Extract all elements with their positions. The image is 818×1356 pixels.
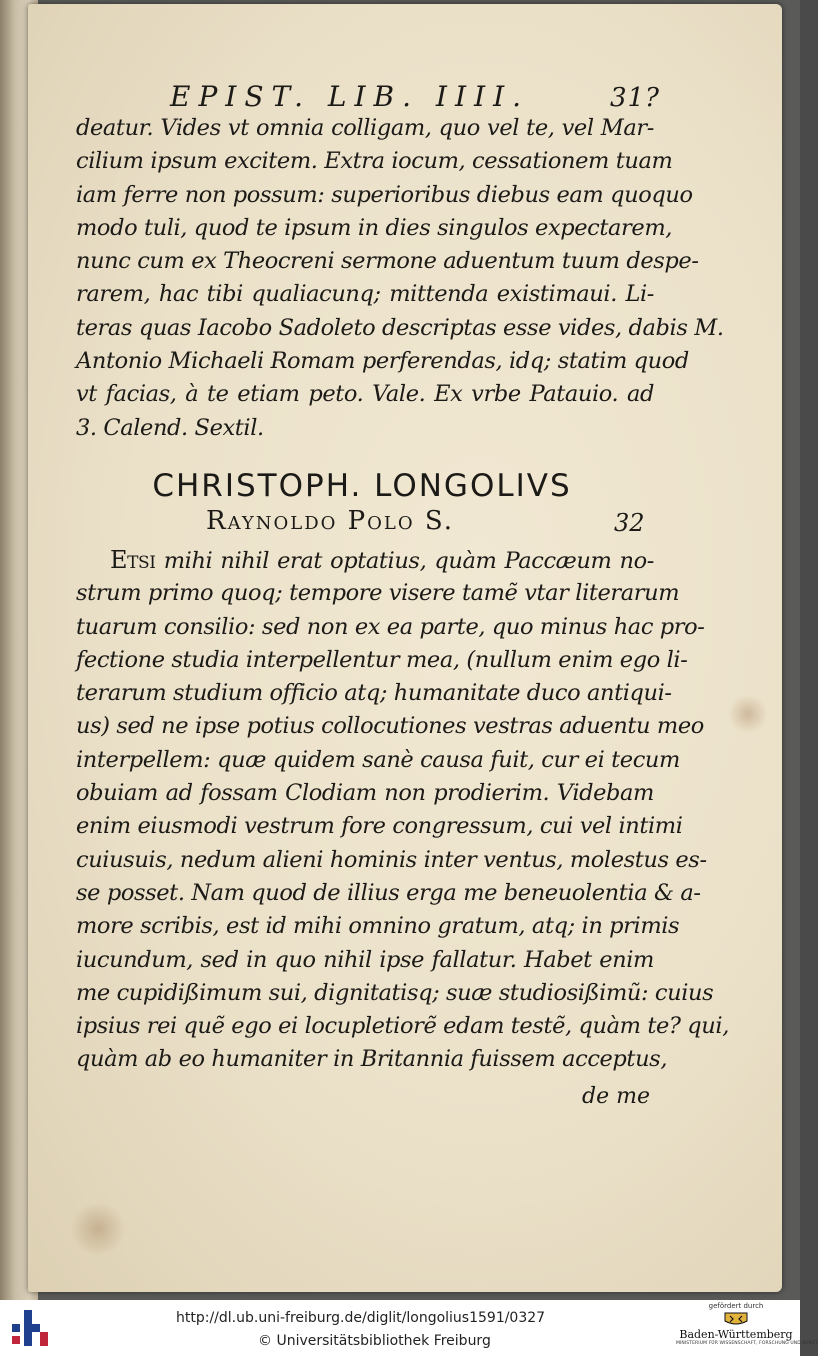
text-line: vt facias, à te etiam peto. Vale. Ex vrbe Patauio. ad <box>76 381 654 408</box>
permalink-url[interactable]: http://dl.ub.uni-freiburg.de/diglit/longolius1591/0327 <box>176 1310 546 1326</box>
text-line: se posset. Nam quod de illius erga me beneuolentia & a- <box>76 879 701 906</box>
page-stain <box>728 694 768 734</box>
text-line: teras quas Iacobo Sadoleto descriptas esse vides, dabis M. <box>76 314 724 341</box>
letter-number: 32 <box>614 509 645 537</box>
text-line: deatur. Vides vt omnia colligam, quo vel te, vel Mar- <box>76 115 654 141</box>
text-line: nunc cum ex Theocreni sermone aduentum tuum despe- <box>76 248 699 275</box>
letter-heading-author: CHRISTOPH. LONGOLIVS <box>152 468 572 504</box>
text-line: more scribis, est id mihi omnino gratum, atq; in primis <box>76 913 680 940</box>
text-line: me cupidißimum sui, dignitatisq; suæ studiosißimũ: cuius <box>76 979 714 1006</box>
text-line: cilium ipsum excitem. Extra iocum, cessationem tuam <box>76 148 673 175</box>
text-line: terarum studium officio atq; humanitate duco antiqui- <box>76 680 672 707</box>
catchword: de me <box>582 1084 650 1109</box>
text-line: 3. Calend. Sextil. <box>76 414 264 441</box>
letter-heading-recipient: Raynoldo Polo S. <box>206 506 455 536</box>
text-line-first <box>76 544 654 577</box>
text-line: us) sed ne ipse potius collocutiones vestras aduentu meo <box>76 713 704 740</box>
sponsor-ministry: MINISTERIUM FÜR WISSENSCHAFT, FORSCHUNG UND KUNST <box>676 1341 818 1346</box>
running-head <box>170 80 660 113</box>
text-line: fectione studia interpellentur mea, (nullum enim ego li- <box>76 646 688 673</box>
text-line: ipsius rei quẽ ego ei locupletiorẽ edam testẽ, quàm te? qui, <box>76 1013 729 1040</box>
initial-word: Etsi <box>110 546 156 574</box>
text-line: strum primo quoq; tempore visere tamẽ vtar literarum <box>76 580 680 607</box>
state-crest-icon <box>721 1311 751 1327</box>
text-line: enim eiusmodi vestrum fore congressum, cui vel intimi <box>76 813 683 840</box>
text-line: tuarum consilio: sed non ex ea parte, quo minus hac pro- <box>76 613 705 640</box>
page-stain <box>68 1204 128 1254</box>
paragraph-1 <box>76 112 724 445</box>
text-line: iam ferre non possum: superioribus diebus eam quoquo <box>76 181 693 208</box>
text-line: rarem, hac tibi qualiacunq; mittenda existimaui. Li- <box>76 281 654 308</box>
text-line: Antonio Michaeli Romam perferendas, idq; statim quod <box>76 348 689 375</box>
sponsor-label: gefördert durch <box>708 1302 764 1310</box>
text-line: obuiam ad fossam Clodiam non prodierim. Videbam <box>76 780 654 807</box>
text-line: interpellem: quæ quidem sanè causa fuit, cur ei tecum <box>76 746 680 773</box>
paragraph-2 <box>76 544 729 1077</box>
sponsor-name: Baden-Württemberg <box>679 1328 793 1341</box>
running-head-title: EPIST. LIB. IIII. <box>170 80 530 113</box>
text-line: iucundum, sed in quo nihil ipse fallatur. Habet enim <box>76 946 654 973</box>
text-line: cuiusuis, nedum alieni hominis inter ventus, molestus es- <box>76 846 707 873</box>
text-line: modo tuli, quod te ipsum in dies singulos expectarem, <box>76 214 673 241</box>
sponsor-block <box>676 1302 818 1346</box>
page-number: 31? <box>609 83 660 113</box>
library-logo-icon <box>10 1306 52 1350</box>
first-line-rest: mihi nihil erat optatius, quàm Paccæum no- <box>155 548 654 574</box>
text-line: quàm ab eo humaniter in Britannia fuissem acceptus, <box>76 1046 668 1073</box>
copyright-notice: © Universitätsbibliothek Freiburg <box>258 1333 491 1349</box>
